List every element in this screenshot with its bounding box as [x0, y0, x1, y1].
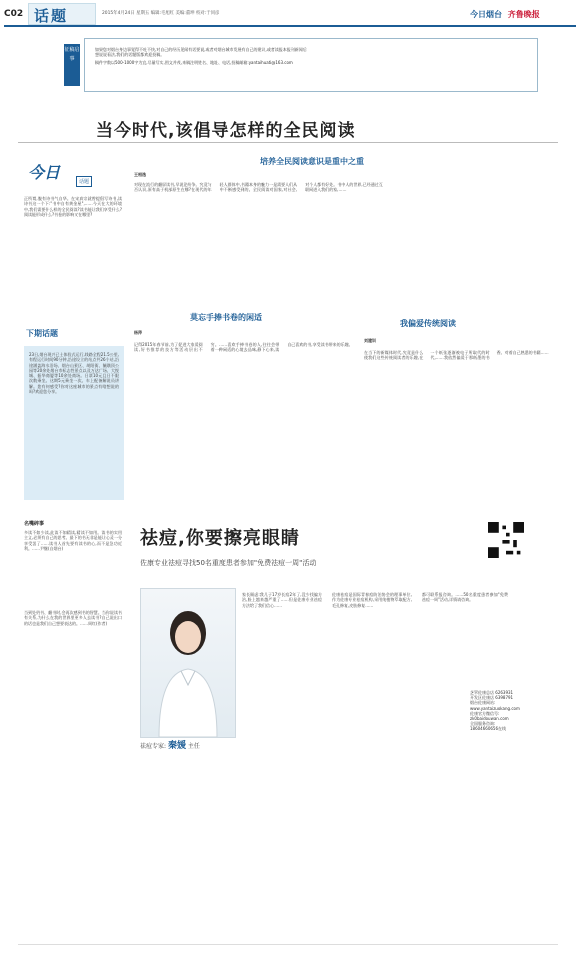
section-2-author: 杨萍 — [134, 330, 142, 335]
hotline-label: 全国服务咨询: — [470, 721, 496, 727]
next-topic-box — [24, 346, 124, 500]
contact-store-2: 开发区佐康店 6398791 — [470, 695, 514, 701]
contact-block — [470, 690, 570, 732]
expert-portrait-icon — [141, 589, 235, 737]
section-1-text: 对现在流行的翻屏读书,早说论纷争。究竟与否认识,原有高于机部原生在哪?在现代的年轻人群体中,书籍本身的魅力一是需要人们从中不断感受到的。全民阅读对国家,对社会,对个人都有好处。书中人的世界,已经通过互联网进入我们的家,…… — [134, 182, 383, 193]
expert-name: 秦媛 — [167, 741, 186, 751]
notice-box — [84, 38, 538, 92]
expert-title: 主任 — [187, 743, 200, 750]
expert-photo — [140, 588, 236, 738]
wechat-label: 佐康官方微信号: — [470, 710, 500, 716]
notice-line-1: 如果您对烟台身边事觉得不吐不快,对自己的经历见闻有话要说,或者对烟台城市发展有自己的建议,或者读报本报刊新闻后 — [95, 47, 307, 52]
section-1-author: 王相逸 — [134, 172, 146, 177]
expert-caption — [140, 738, 200, 751]
ad-subtitle: 佐康专业祛痘寻找50名重度患者参加"免费祛痘一周"活动 — [140, 559, 317, 567]
expert-label: 祛痘专家: — [140, 743, 167, 750]
header-rule — [4, 25, 576, 27]
website-label: 烟台佐康网站: — [470, 700, 496, 706]
commentary-text-2: 当到处扔书、翻书时,会再次感到书的智慧。当你说读书有关系,为什么在我的世界里更多人去读书?自己说出口的话也是我们自己想要表达的。……周红(作者) — [24, 610, 122, 626]
wechat-id: zk0baidouwan.com — [470, 716, 509, 722]
qr-code-icon — [488, 522, 524, 558]
ad-column-3: 都可联系报咨询。……50名重度患者参加"免费祛痘一周"活动,详情请咨询。 — [422, 592, 508, 603]
next-topic-text: 23日,烟台现兴已土体验式运行,线路全程21.5公里,有程运行时间90分钟,沿途设立的站点共26个站,沿途涵盖海水浴场、烟台山景区、胡阳街、毓璜顶公园等20余处烟台市标志性景点以及万达广场、大悦城、振华商厦等10余处商场。日票10元且日不限次数乘坐。这期5元乘坐一次。车上配备解说员讲解。您有何感受?你对这座城市的景点有啥想说的吗?欢迎您分享。 — [29, 352, 119, 395]
dateline: 2015年4月24日 星期五 编辑:毛旭红 美编:董坤 校对:于同彦 — [102, 11, 220, 16]
commentary-text-1: 多读不如少读,此读不如精读,精读不如用。读书的实用主义,必须有自己的思考。最下的书无非是能让心灵一分享受罢了……读书人首先要有读书的心,而不是急功近利。……尹继(自烟台) — [24, 530, 122, 551]
contact-store-1: 芝罘佐康总店 6263931 — [470, 690, 514, 695]
intro-text: 正所谓,腹有诗书气自华。在宋真宗就曾提倡写诗书,读诗书这一个下:"书中自有黄金屋",……今天在大的环境中,我们需要什么样的全民阅读?读书能让我们享受什么?阅读能形成什么?书卷的影响又在哪里? — [24, 196, 122, 217]
section-2-text: 记得2015年春节前,为了促进大家爱阅读,好书推荐的良方等活动层出不穷。……喜欢手捧书卷的人,往往会带着一种闲适的心境去品味,静下心来,读自己喜欢的书,享受读书带来的乐趣。 — [134, 342, 353, 353]
page-number: C02 — [4, 9, 24, 19]
logo-right: 齐鲁晚报 — [507, 10, 540, 19]
section-1-heading: 培养全民阅读意识是重中之重 — [260, 157, 364, 166]
ad-title: 祛痘,你要擦亮眼睛 — [140, 528, 300, 549]
section-3-text: 在当下的新媒体时代,究竟是什么使我们这些传统阅读者的乐趣,在一个纸张逐渐被电子所取代的时代,……我依然偏爱于那纸墨的书香。对着自己熟悉的书籍…… — [364, 350, 549, 361]
next-topic-heading: 下期话题 — [26, 329, 58, 338]
page-header — [0, 0, 580, 26]
ad-column-1: 家长顾虑:我儿子17岁长痘2年了,没少找偏方治,脸上越来越严重了……但是佐康专业祛痘方法给了我们信心…… — [242, 592, 322, 608]
section-2-heading: 莫忘手捧书卷的闲适 — [190, 313, 262, 322]
hotline-number: 18604660656在线 — [470, 726, 506, 732]
website-link[interactable]: www.yantaizuokang.com — [470, 705, 520, 711]
notice-line-2: 想说说看法,我们的话题版都欢迎投稿。 — [95, 52, 165, 58]
topic-tag: 话题 — [76, 176, 92, 187]
newspaper-logo — [470, 9, 540, 20]
notice-label: 征稿启事 — [64, 44, 80, 86]
logo-left: 今日烟台 — [470, 10, 502, 19]
commentary-heading: 名嘴碎事 — [24, 521, 45, 527]
main-headline: 当今时代,该倡导怎样的全民阅读 — [96, 121, 356, 141]
footer-rule — [18, 944, 558, 945]
section-3-heading: 我偏爱传统阅读 — [400, 319, 456, 328]
section-3-author: 刘建训 — [364, 338, 376, 343]
notice-line-3: 稿件字数以500-1000字为宜,尽量写实,图文并茂,来稿注明姓名、地址、电话,投稿邮箱:yantaihuati@163.com — [95, 60, 293, 66]
headline-rule — [18, 142, 558, 143]
today-label: 今日 — [28, 163, 61, 182]
section-title: 话题 — [34, 7, 69, 25]
ad-column-2: 佐康祛痘是国际青春痘防治协会的理事单位,作为佐康专业祛痘机构,采用纯植物萃取配方,毛孔修复,皮肤修复…… — [332, 592, 412, 608]
